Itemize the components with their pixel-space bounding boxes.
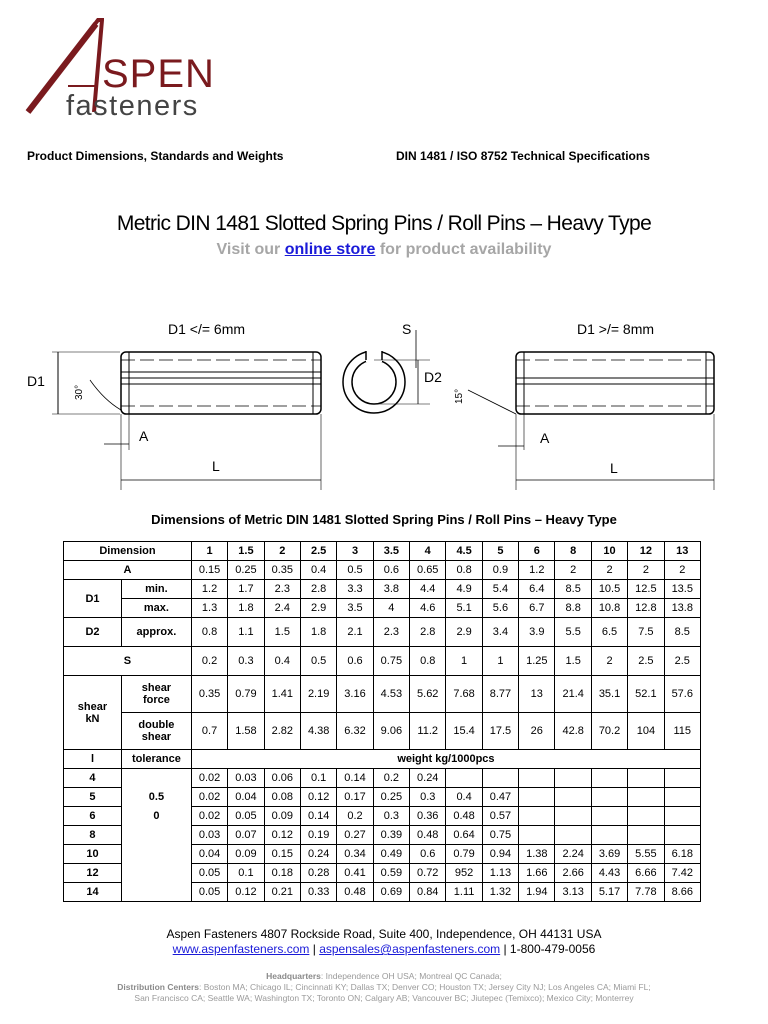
header-size: 2.5 xyxy=(300,542,336,561)
weight-cell: 0.57 xyxy=(482,807,518,826)
row-length: 5 xyxy=(64,788,122,807)
table-cell: 4.6 xyxy=(410,599,446,618)
weight-cell: 0.02 xyxy=(191,807,227,826)
table-cell: 2 xyxy=(591,647,627,676)
label-s: S xyxy=(402,321,412,337)
row-label-d1: D1 xyxy=(64,580,122,618)
weight-cell xyxy=(664,826,700,845)
weight-cell: 1.32 xyxy=(482,883,518,902)
table-cell: 0.4 xyxy=(264,647,300,676)
weight-cell xyxy=(664,769,700,788)
hq-text: : Independence OH USA; Montreal QC Canada; xyxy=(320,971,502,981)
table-cell: 2.5 xyxy=(628,647,664,676)
footer-distribution xyxy=(0,982,768,993)
tolerance-blank xyxy=(121,826,191,845)
table-cell: 4 xyxy=(373,599,409,618)
table-cell: 4.9 xyxy=(446,580,482,599)
table-cell: 13.5 xyxy=(664,580,700,599)
footer-address: Aspen Fasteners 4807 Rockside Road, Suite 400, Independence, OH 44131 USA xyxy=(166,927,602,941)
table-cell: 15.4 xyxy=(446,713,482,750)
weight-cell: 0.48 xyxy=(337,883,373,902)
header-weight: weight kg/1000pcs xyxy=(191,750,700,769)
label-large: D1 >/= 8mm xyxy=(577,321,655,337)
weight-cell: 0.24 xyxy=(300,845,336,864)
table-cell: 5.1 xyxy=(446,599,482,618)
table-cell: 1.41 xyxy=(264,676,300,713)
weight-cell: 4.43 xyxy=(591,864,627,883)
table-cell: 12.8 xyxy=(628,599,664,618)
table-cell: 2.82 xyxy=(264,713,300,750)
label-l-large: L xyxy=(610,460,618,476)
weight-cell: 1.11 xyxy=(446,883,482,902)
table-row xyxy=(64,864,701,883)
row-length: 4 xyxy=(64,769,122,788)
weight-cell xyxy=(555,788,591,807)
technical-drawing xyxy=(0,310,768,490)
weight-cell: 0.18 xyxy=(264,864,300,883)
table-cell: 2.8 xyxy=(300,580,336,599)
table-cell: 0.3 xyxy=(228,647,264,676)
weight-cell xyxy=(591,807,627,826)
weight-cell xyxy=(628,807,664,826)
table-row xyxy=(64,676,701,713)
table-cell: 8.8 xyxy=(555,599,591,618)
table-cell: 2.19 xyxy=(300,676,336,713)
weight-cell: 0.4 xyxy=(446,788,482,807)
dimensions-table xyxy=(63,541,701,902)
weight-cell: 0.15 xyxy=(264,845,300,864)
table-cell: 21.4 xyxy=(555,676,591,713)
weight-cell: 5.17 xyxy=(591,883,627,902)
table-cell: 7.5 xyxy=(628,618,664,647)
weight-cell: 1.94 xyxy=(519,883,555,902)
table-cell: 1.8 xyxy=(228,599,264,618)
dc-label: Distribution Centers xyxy=(117,982,199,992)
label-a-small: A xyxy=(139,428,149,444)
table-cell: 0.7 xyxy=(191,713,227,750)
table-cell: 0.15 xyxy=(191,561,227,580)
weight-cell: 0.41 xyxy=(337,864,373,883)
table-cell: 1.3 xyxy=(191,599,227,618)
table-cell: 2.3 xyxy=(264,580,300,599)
row-label-a: A xyxy=(64,561,192,580)
table-cell: 5.5 xyxy=(555,618,591,647)
weight-cell xyxy=(519,807,555,826)
header-size: 4.5 xyxy=(446,542,482,561)
table-cell: 6.5 xyxy=(591,618,627,647)
label-angle-large: 15° xyxy=(454,388,465,404)
weight-cell: 0.09 xyxy=(264,807,300,826)
row-label-approx: approx. xyxy=(121,618,191,647)
weight-cell xyxy=(519,788,555,807)
footer-phone: | 1-800-479-0056 xyxy=(500,942,596,956)
table-cell: 0.25 xyxy=(228,561,264,580)
visit-pre: Visit our xyxy=(216,241,285,258)
table-cell: 13 xyxy=(519,676,555,713)
table-cell: 2 xyxy=(555,561,591,580)
weight-cell xyxy=(591,769,627,788)
visit-line xyxy=(0,241,768,259)
header-tolerance: tolerance xyxy=(121,750,191,769)
weight-cell: 0.84 xyxy=(410,883,446,902)
table-cell: 2 xyxy=(664,561,700,580)
table-cell: 52.1 xyxy=(628,676,664,713)
weight-cell xyxy=(519,769,555,788)
row-label-shear: shear kN xyxy=(64,676,122,750)
weight-cell: 0.94 xyxy=(482,845,518,864)
weight-cell xyxy=(555,807,591,826)
table-cell: 1 xyxy=(446,647,482,676)
weight-cell: 7.42 xyxy=(664,864,700,883)
table-row xyxy=(64,788,701,807)
weight-cell xyxy=(664,788,700,807)
weight-cell: 0.02 xyxy=(191,788,227,807)
header-size: 12 xyxy=(628,542,664,561)
weight-cell: 0.3 xyxy=(410,788,446,807)
table-cell: 3.8 xyxy=(373,580,409,599)
header-size: 1.5 xyxy=(228,542,264,561)
row-length: 12 xyxy=(64,864,122,883)
weight-cell: 6.66 xyxy=(628,864,664,883)
weight-cell: 0.2 xyxy=(337,807,373,826)
table-cell: 0.35 xyxy=(264,561,300,580)
weight-cell: 0.05 xyxy=(191,883,227,902)
weight-cell: 0.17 xyxy=(337,788,373,807)
weight-cell: 0.08 xyxy=(264,788,300,807)
table-cell: 0.6 xyxy=(373,561,409,580)
weight-cell: 0.12 xyxy=(228,883,264,902)
header-size: 6 xyxy=(519,542,555,561)
weight-cell: 0.3 xyxy=(373,807,409,826)
online-store-link[interactable]: online store xyxy=(284,241,376,258)
weight-cell: 2.24 xyxy=(555,845,591,864)
weight-cell: 0.27 xyxy=(337,826,373,845)
table-cell: 3.5 xyxy=(337,599,373,618)
weight-cell: 0.49 xyxy=(373,845,409,864)
label-small: D1 </= 6mm xyxy=(168,321,246,337)
weight-cell: 0.48 xyxy=(410,826,446,845)
weight-cell: 0.25 xyxy=(373,788,409,807)
tolerance-blank xyxy=(121,769,191,788)
row-label-shear-force: shear force xyxy=(121,676,191,713)
table-cell: 115 xyxy=(664,713,700,750)
weight-cell: 0.14 xyxy=(337,769,373,788)
tolerance-blank xyxy=(121,864,191,883)
logo-word: SPEN xyxy=(102,52,215,96)
label-d2: D2 xyxy=(424,369,442,385)
table-cell: 1.7 xyxy=(228,580,264,599)
table-cell: 3.4 xyxy=(482,618,518,647)
table-row xyxy=(64,769,701,788)
tolerance-blank xyxy=(121,845,191,864)
table-cell: 7.68 xyxy=(446,676,482,713)
row-label-min: min. xyxy=(121,580,191,599)
weight-cell: 0.21 xyxy=(264,883,300,902)
weight-cell: 0.04 xyxy=(228,788,264,807)
header-size: 13 xyxy=(664,542,700,561)
table-cell: 2.9 xyxy=(446,618,482,647)
table-cell: 3.9 xyxy=(519,618,555,647)
table-cell: 5.6 xyxy=(482,599,518,618)
table-cell: 2.1 xyxy=(337,618,373,647)
row-label-d2: D2 xyxy=(64,618,122,647)
table-cell: 1.2 xyxy=(191,580,227,599)
table-row xyxy=(64,542,701,561)
weight-cell: 0.05 xyxy=(191,864,227,883)
table-cell: 12.5 xyxy=(628,580,664,599)
email-link[interactable]: aspensales@aspenfasteners.com xyxy=(319,942,501,956)
table-cell: 0.2 xyxy=(191,647,227,676)
table-cell: 13.8 xyxy=(664,599,700,618)
table-cell: 4.4 xyxy=(410,580,446,599)
header-size: 8 xyxy=(555,542,591,561)
header-size: 3.5 xyxy=(373,542,409,561)
footer-distribution-2: San Francisco CA; Seattle WA; Washington TX; Toronto ON; Calgary AB; Vancouver BC; Jiutepec (Temixco); Mexico City; Monterrey xyxy=(134,993,634,1003)
table-cell: 8.77 xyxy=(482,676,518,713)
table-row xyxy=(64,561,701,580)
table-cell: 104 xyxy=(628,713,664,750)
weight-cell xyxy=(519,826,555,845)
row-label-s: S xyxy=(64,647,192,676)
weight-cell: 0.64 xyxy=(446,826,482,845)
header-size: 5 xyxy=(482,542,518,561)
weight-cell: 0.03 xyxy=(191,826,227,845)
table-cell: 0.6 xyxy=(337,647,373,676)
weight-cell xyxy=(482,769,518,788)
table-cell: 5.62 xyxy=(410,676,446,713)
header-dimension: Dimension xyxy=(64,542,192,561)
table-cell: 3.16 xyxy=(337,676,373,713)
table-cell: 1.1 xyxy=(228,618,264,647)
table-cell: 0.8 xyxy=(446,561,482,580)
weight-cell: 0.07 xyxy=(228,826,264,845)
weight-cell: 0.72 xyxy=(410,864,446,883)
weight-cell: 8.66 xyxy=(664,883,700,902)
weight-cell xyxy=(628,788,664,807)
weight-cell xyxy=(664,807,700,826)
footer-contacts xyxy=(0,942,768,956)
weight-cell: 1.38 xyxy=(519,845,555,864)
row-label-max: max. xyxy=(121,599,191,618)
weight-cell xyxy=(628,769,664,788)
header-size: 4 xyxy=(410,542,446,561)
visit-post: for product availability xyxy=(375,241,552,258)
header-size: 10 xyxy=(591,542,627,561)
weight-cell: 0.75 xyxy=(482,826,518,845)
footer-sep: | xyxy=(309,942,320,956)
weight-cell: 0.34 xyxy=(337,845,373,864)
table-row xyxy=(64,580,701,599)
table-cell: 17.5 xyxy=(482,713,518,750)
table-cell: 0.35 xyxy=(191,676,227,713)
table-cell: 1.5 xyxy=(264,618,300,647)
weight-cell: 0.33 xyxy=(300,883,336,902)
table-cell: 0.65 xyxy=(410,561,446,580)
label-d1: D1 xyxy=(27,373,45,389)
table-cell: 57.6 xyxy=(664,676,700,713)
weight-cell: 0.36 xyxy=(410,807,446,826)
weight-cell: 0.02 xyxy=(191,769,227,788)
weight-cell: 0.1 xyxy=(300,769,336,788)
header-l: l xyxy=(64,750,122,769)
weight-cell: 3.13 xyxy=(555,883,591,902)
table-cell: 26 xyxy=(519,713,555,750)
table-cell: 0.5 xyxy=(300,647,336,676)
table-cell: 2.3 xyxy=(373,618,409,647)
logo xyxy=(24,14,244,122)
label-angle-small: 30° xyxy=(74,384,85,400)
table-cell: 0.4 xyxy=(300,561,336,580)
weight-cell: 0.47 xyxy=(482,788,518,807)
weight-cell: 0.12 xyxy=(264,826,300,845)
table-cell: 42.8 xyxy=(555,713,591,750)
table-cell: 2.5 xyxy=(664,647,700,676)
weight-cell: 0.79 xyxy=(446,845,482,864)
table-row xyxy=(64,883,701,902)
weight-cell: 0.1 xyxy=(228,864,264,883)
table-cell: 6.32 xyxy=(337,713,373,750)
table-cell: 70.2 xyxy=(591,713,627,750)
weight-cell: 0.05 xyxy=(228,807,264,826)
weight-cell: 952 xyxy=(446,864,482,883)
weight-cell: 0.03 xyxy=(228,769,264,788)
dc-text: : Boston MA; Chicago IL; Cincinnati KY; Dallas TX; Denver CO; Houston TX; Jersey City NJ; Los Angeles CA; Miami FL; xyxy=(199,982,651,992)
table-cell: 2 xyxy=(628,561,664,580)
weight-cell: 0.04 xyxy=(191,845,227,864)
table-cell: 0.8 xyxy=(191,618,227,647)
weight-cell: 0.24 xyxy=(410,769,446,788)
header-size: 3 xyxy=(337,542,373,561)
weight-cell: 0.19 xyxy=(300,826,336,845)
table-cell: 11.2 xyxy=(410,713,446,750)
table-cell: 0.9 xyxy=(482,561,518,580)
table-title: Dimensions of Metric DIN 1481 Slotted Spring Pins / Roll Pins – Heavy Type xyxy=(151,512,617,527)
tolerance-minus: 0 xyxy=(121,807,191,826)
table-cell: 35.1 xyxy=(591,676,627,713)
weight-cell: 0.09 xyxy=(228,845,264,864)
header-right: DIN 1481 / ISO 8752 Technical Specifications xyxy=(396,149,650,163)
table-cell: 1.8 xyxy=(300,618,336,647)
table-cell: 6.4 xyxy=(519,580,555,599)
label-l-small: L xyxy=(212,458,220,474)
weight-cell: 0.39 xyxy=(373,826,409,845)
table-cell: 0.8 xyxy=(410,647,446,676)
table-row xyxy=(64,750,701,769)
weight-cell: 0.14 xyxy=(300,807,336,826)
row-length: 14 xyxy=(64,883,122,902)
table-cell: 1.5 xyxy=(555,647,591,676)
footer-headquarters xyxy=(0,971,768,982)
table-cell: 2.8 xyxy=(410,618,446,647)
table-cell: 4.38 xyxy=(300,713,336,750)
table-cell: 2.9 xyxy=(300,599,336,618)
weight-cell: 3.69 xyxy=(591,845,627,864)
table-cell: 4.53 xyxy=(373,676,409,713)
table-cell: 0.79 xyxy=(228,676,264,713)
table-row xyxy=(64,826,701,845)
table-cell: 0.5 xyxy=(337,561,373,580)
tolerance-blank xyxy=(121,883,191,902)
table-cell: 2.4 xyxy=(264,599,300,618)
weight-cell: 0.12 xyxy=(300,788,336,807)
table-cell: 8.5 xyxy=(555,580,591,599)
table-cell: 10.5 xyxy=(591,580,627,599)
weight-cell: 0.06 xyxy=(264,769,300,788)
table-cell: 1.2 xyxy=(519,561,555,580)
weight-cell: 7.78 xyxy=(628,883,664,902)
weight-cell: 6.18 xyxy=(664,845,700,864)
table-row xyxy=(64,618,701,647)
label-a-large: A xyxy=(540,430,550,446)
weight-cell xyxy=(555,769,591,788)
weight-cell xyxy=(591,826,627,845)
table-cell: 0.75 xyxy=(373,647,409,676)
weight-cell xyxy=(555,826,591,845)
weight-cell: 1.13 xyxy=(482,864,518,883)
table-cell: 5.4 xyxy=(482,580,518,599)
weight-cell: 5.55 xyxy=(628,845,664,864)
table-cell: 8.5 xyxy=(664,618,700,647)
weight-cell: 0.28 xyxy=(300,864,336,883)
hq-label: Headquarters xyxy=(266,971,321,981)
table-cell: 1.58 xyxy=(228,713,264,750)
table-cell: 2 xyxy=(591,561,627,580)
weight-cell: 0.69 xyxy=(373,883,409,902)
row-label-double-shear: double shear xyxy=(121,713,191,750)
header-size: 1 xyxy=(191,542,227,561)
weight-cell: 0.6 xyxy=(410,845,446,864)
page-title: Metric DIN 1481 Slotted Spring Pins / Roll Pins – Heavy Type xyxy=(116,212,652,235)
row-length: 8 xyxy=(64,826,122,845)
weight-cell: 1.66 xyxy=(519,864,555,883)
weight-cell: 2.66 xyxy=(555,864,591,883)
table-cell: 1.25 xyxy=(519,647,555,676)
header-size: 2 xyxy=(264,542,300,561)
weight-cell: 0.48 xyxy=(446,807,482,826)
weight-cell: 0.2 xyxy=(373,769,409,788)
table-row xyxy=(64,807,701,826)
row-length: 10 xyxy=(64,845,122,864)
table-row xyxy=(64,647,701,676)
table-cell: 1 xyxy=(482,647,518,676)
website-link[interactable]: www.aspenfasteners.com xyxy=(172,942,310,956)
table-cell: 10.8 xyxy=(591,599,627,618)
row-length: 6 xyxy=(64,807,122,826)
table-row xyxy=(64,845,701,864)
table-cell: 6.7 xyxy=(519,599,555,618)
tolerance-plus: 0.5 xyxy=(121,788,191,807)
weight-cell xyxy=(446,769,482,788)
weight-cell xyxy=(628,826,664,845)
table-cell: 3.3 xyxy=(337,580,373,599)
weight-cell: 0.59 xyxy=(373,864,409,883)
table-row xyxy=(64,713,701,750)
table-row xyxy=(64,599,701,618)
table-cell: 9.06 xyxy=(373,713,409,750)
header-left: Product Dimensions, Standards and Weights xyxy=(27,149,284,163)
logo-subtitle: fasteners xyxy=(66,90,199,122)
weight-cell xyxy=(591,788,627,807)
